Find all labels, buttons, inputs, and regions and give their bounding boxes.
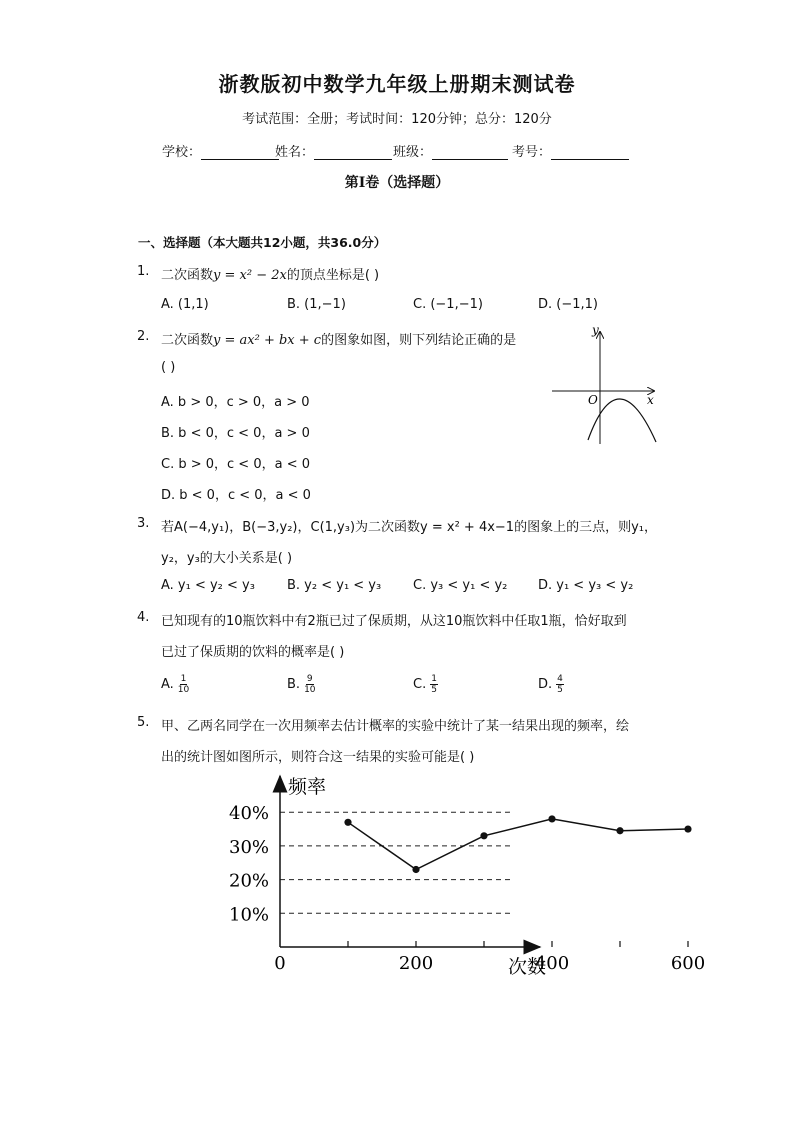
school-blank[interactable] [201, 145, 279, 160]
x-tick-label: 600 [670, 953, 706, 974]
option-c[interactable]: C. (−1,−1) [413, 297, 483, 312]
question-number: 4. [137, 610, 150, 625]
question-number: 5. [137, 715, 150, 730]
data-point [344, 819, 351, 826]
question-1-stem: 二次函数y = x² − 2x的顶点坐标是( ) [161, 268, 380, 283]
question-2-stem: 二次函数y = ax² + bx + c的图象如图，则下列结论正确的是 [161, 333, 517, 348]
x-tick-label: 400 [534, 953, 570, 974]
question-5-stem-line2: 出的统计图如图所示，则符合这一结果的实验可能是( ) [161, 750, 475, 765]
option-d[interactable]: D. (−1,1) [538, 297, 598, 312]
option-c[interactable]: C. b > 0，c < 0，a < 0 [161, 457, 310, 472]
question-number: 1. [137, 264, 150, 279]
option-d[interactable]: D. y₁ < y₃ < y₂ [538, 578, 634, 593]
page-title: 浙教版初中数学九年级上册期末测试卷 [218, 72, 576, 96]
math-expression: y = x² − 2x [213, 268, 287, 283]
option-b[interactable]: B. (1,−1) [287, 297, 346, 312]
name-field[interactable] [275, 141, 392, 160]
y-tick-label: 40% [229, 803, 270, 825]
fraction: $\frac{1}{10}$ [177, 674, 190, 695]
class-blank[interactable] [432, 145, 508, 160]
data-point [684, 825, 691, 832]
class-label: 班级： [393, 145, 433, 160]
data-point [548, 815, 555, 822]
option-b[interactable]: B. $\frac{9}{10}$ [287, 674, 316, 695]
data-point [616, 827, 623, 834]
option-d[interactable]: D. $\frac{4}{5}$ [538, 674, 563, 695]
frequency-chart [225, 768, 706, 983]
option-a[interactable]: A. (1,1) [161, 297, 209, 312]
question-3-stem: 若A(−4,y₁)，B(−3,y₂)，C(1,y₃)为二次函数y = x² + 4x−1的图象上的三点，则y₁， [161, 520, 657, 535]
question-4-stem: 已知现有的10瓶饮料中有2瓶已过了保质期，从这10瓶饮料中任取1瓶，恰好取到 [161, 614, 627, 629]
x-tick-label: 200 [398, 953, 434, 974]
option-c[interactable]: C. y₃ < y₁ < y₂ [413, 578, 508, 593]
option-a[interactable]: A. b > 0，c > 0，a > 0 [161, 395, 310, 410]
name-label: 姓名： [275, 145, 315, 160]
chart-x-label: 次数 [508, 956, 547, 978]
number-blank[interactable] [551, 145, 629, 160]
option-d[interactable]: D. b < 0，c < 0，a < 0 [161, 488, 311, 503]
question-4-stem-line2: 已过了保质期的饮料的概率是( ) [161, 645, 345, 660]
number-field[interactable] [512, 141, 629, 160]
school-field[interactable] [162, 141, 279, 160]
question-number: 3. [137, 516, 150, 531]
exam-subtitle: 考试范围：全册；考试时间：120分钟；总分：120分 [242, 112, 552, 127]
parabola-curve [588, 399, 656, 442]
data-point [412, 866, 419, 873]
y-tick-label: 20% [229, 870, 270, 892]
option-b[interactable]: B. y₂ < y₁ < y₃ [287, 578, 382, 593]
option-a[interactable]: A. y₁ < y₂ < y₃ [161, 578, 255, 593]
name-blank[interactable] [314, 145, 392, 160]
question-3-stem-line2: y₂，y₃的大小关系是( ) [161, 551, 293, 566]
question-5-stem: 甲、乙两名同学在一次用频率去估计概率的实验中统计了某一结果出现的频率，绘 [161, 719, 630, 734]
question-2-stem-line2: ( ) [161, 360, 176, 375]
question-number: 2. [137, 329, 150, 344]
option-c[interactable]: C. $\frac{1}{5}$ [413, 674, 437, 695]
option-a[interactable]: A. $\frac{1}{10}$ [161, 674, 190, 695]
fraction: $\frac{9}{10}$ [304, 674, 316, 695]
y-tick-label: 30% [229, 836, 270, 858]
x-tick-label: 0 [274, 953, 286, 974]
y-axis-label: y [592, 323, 599, 337]
x-axis-label: x [647, 393, 654, 407]
number-label: 考号： [512, 145, 552, 160]
fraction: $\frac{1}{5}$ [431, 674, 437, 695]
data-point [480, 832, 487, 839]
fraction: $\frac{4}{5}$ [557, 674, 563, 695]
section-title: 一、选择题（本大题共12小题，共36.0分） [138, 235, 387, 250]
series-line [348, 819, 688, 870]
y-tick-label: 10% [229, 904, 270, 926]
chart-y-label: 频率 [288, 776, 327, 798]
part-title: 第I卷（选择题） [344, 175, 450, 191]
origin-label: O [588, 393, 598, 407]
class-field[interactable] [393, 141, 508, 160]
school-label: 学校： [162, 145, 202, 160]
option-b[interactable]: B. b < 0，c < 0，a > 0 [161, 426, 310, 441]
parabola-graph [548, 322, 663, 447]
math-expression: y = ax² + bx + c [213, 333, 322, 348]
